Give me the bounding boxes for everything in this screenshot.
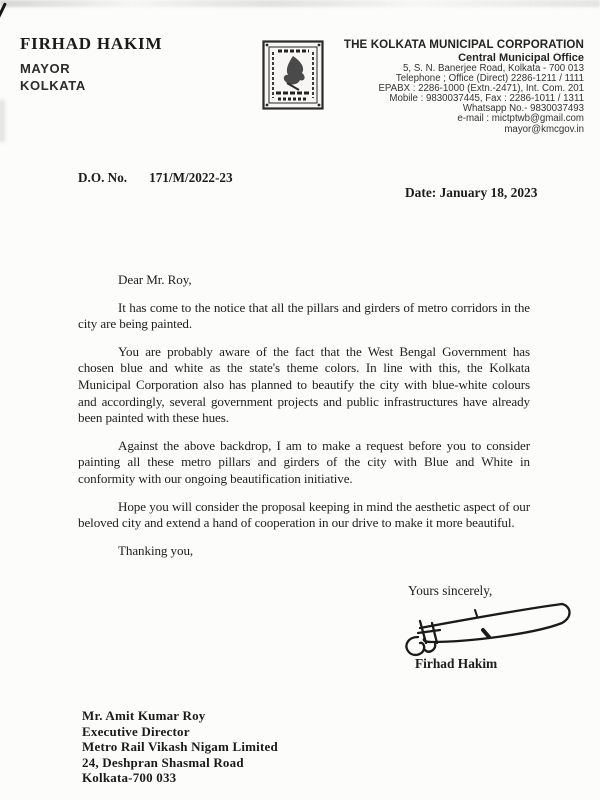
- signatory-name: Firhad Hakim: [415, 656, 498, 671]
- recipient-city: Kolkata-700 033: [82, 770, 177, 786]
- scan-edge-artifact: [0, 0, 600, 7]
- org-whatsapp: Whatsapp No.- 9830037493: [462, 103, 584, 115]
- signature-icon: [396, 597, 571, 659]
- paragraph-4: Hope you will consider the proposal keeping in mind the aesthetic aspect of our beloved city and extend a hand of cooperation in our drive to make it more beautiful.: [78, 498, 530, 531]
- org-email-2: mayor@kmcgov.in: [504, 123, 584, 135]
- org-name: THE KOLKATA MUNICIPAL CORPORATION: [343, 38, 584, 51]
- paragraph-3: Against the above backdrop, I am to make a request before you to consider painting all these metro pillars and girders of the city with Blue and White in conformity with our ongoing beautification initiative.: [78, 437, 530, 486]
- org-letterhead: [344, 38, 584, 135]
- do-number: 171/M/2022-23: [149, 170, 233, 185]
- org-telephone: Telephone ; Office (Direct) 2286-1211 / 1111: [395, 73, 584, 85]
- paragraph-2: You are probably aware of the fact that the West Bengal Government has chosen blue and white as the state's theme colors. In line with this, the Kolkata Municipal Corporation also has planned to beautify the city with blue-white colours and accordingly, several government projects and public infrastructures have already been painted with these hues.: [78, 343, 530, 426]
- org-email-1: e-mail : mictptwb@gmail.com: [457, 113, 584, 125]
- sender-city: KOLKATA: [20, 78, 86, 93]
- letter-body: [78, 272, 530, 570]
- scan-smudge-artifact: [0, 100, 4, 142]
- org-mobile-fax: Mobile : 9830037445, Fax : 2286-1011 / 1311: [389, 93, 584, 105]
- sender-block: [20, 34, 162, 94]
- paragraph-1: It has come to the notice that all the pillars and girders of metro corridors in the city are being painted.: [78, 299, 530, 332]
- recipient-org: Metro Rail Vikash Nigam Limited: [82, 739, 278, 755]
- kmc-seal-icon: [262, 40, 324, 110]
- recipient-designation: Executive Director: [82, 723, 190, 739]
- org-address: 5, S. N. Banerjee Road, Kolkata - 700 013: [403, 63, 584, 74]
- recipient-block: [82, 708, 278, 786]
- sign-off: Yours sincerely,: [408, 583, 493, 598]
- date-line: Date: January 18, 2023: [405, 185, 538, 200]
- closing: Thanking you,: [118, 542, 194, 558]
- recipient-street: 24, Deshpran Shasmal Road: [82, 754, 244, 770]
- do-label: D.O. No.: [78, 170, 128, 185]
- sender-name: FIRHAD HAKIM: [20, 34, 163, 53]
- org-epabx: EPABX : 2286-1000 (Extn.-2471), Int. Com. 201: [378, 83, 584, 95]
- recipient-name: Mr. Amit Kumar Roy: [82, 708, 206, 723]
- salutation: Dear Mr. Roy,: [118, 272, 192, 287]
- do-number-line: [78, 170, 233, 186]
- org-office: Central Municipal Office: [458, 52, 584, 64]
- sender-title: MAYOR: [20, 61, 71, 76]
